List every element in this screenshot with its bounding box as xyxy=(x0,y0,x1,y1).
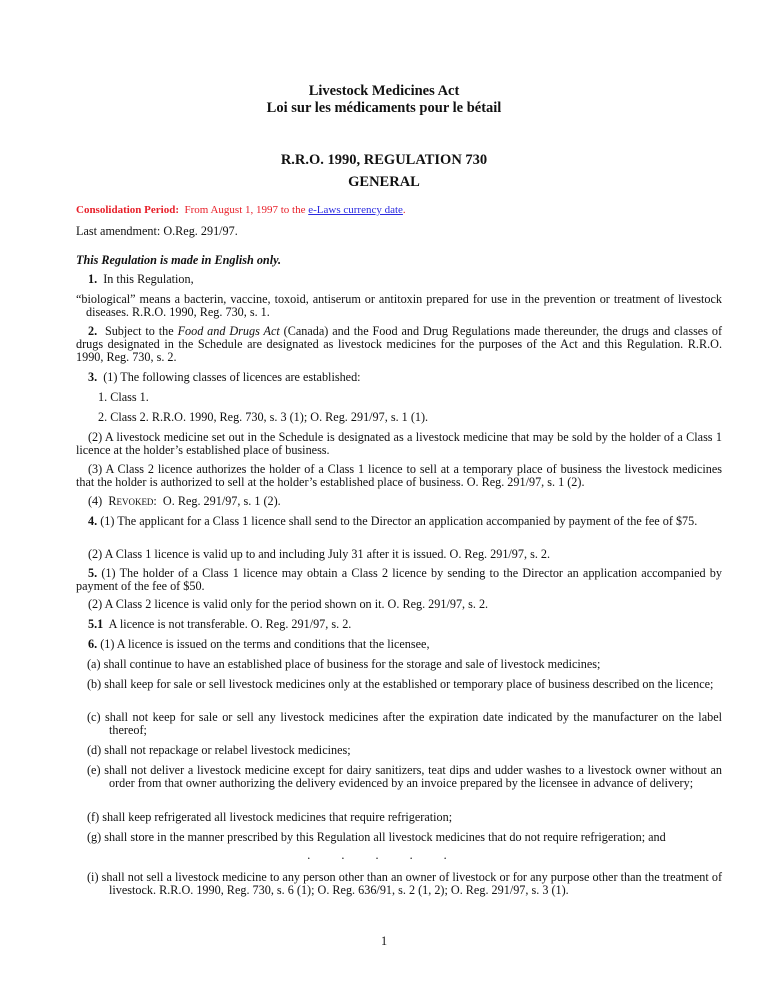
consolidation-end: . xyxy=(402,204,406,216)
clause-d: (d) shall not repackage or relabel livestock medicines; xyxy=(87,743,351,757)
clause-e: (e) shall not deliver a livestock medicine except for dairy sanitizers, teat dips and udder washes to a livestock owner without an order from that owner authorizing the delivery evidenced by an invoice prepared by the licensee in advance of delivery; xyxy=(87,763,722,790)
subsection-number: (4) xyxy=(88,494,103,508)
act-reference: Food and Drugs Act xyxy=(177,324,280,338)
section-number: 5.1 xyxy=(88,617,104,631)
consolidation-label: Consolidation Period: xyxy=(76,204,179,216)
definition-biological: “biological” means a bacterin, vaccine, toxoid, antiserum or antitoxin prepared for use in the prevention or treatment of livestock diseases. R.R.O. 1990, Reg. 730, s. 1. xyxy=(76,292,722,319)
section-number: 1. xyxy=(88,272,98,286)
section-text: O. Reg. 291/97, s. 1 (2). xyxy=(162,494,281,508)
section-text: In this Regulation, xyxy=(103,272,194,286)
class-item-1: 1. Class 1. xyxy=(98,390,149,404)
section-5-2: (2) A Class 2 licence is valid only for the period shown on it. O. Reg. 291/97, s. 2. xyxy=(88,597,489,611)
section-3-3: (3) A Class 2 licence authorizes the holder of a Class 1 licence to sell at a temporary place of business the livestock medicines that the holder is authorized to sell at the holder’s established place of business. O. Reg. 291/97, s. 1 (2). xyxy=(76,462,722,489)
section-3-4 xyxy=(76,495,722,508)
clause-i: (i) shall not sell a livestock medicine to any person other than an owner of livestock or for any purpose other than the treatment of livestock. R.R.O. 1990, Reg. 730, s. 6 (1); O. Reg. 636/91, s. 2 (1, 2); O. Reg. 291/97, s. 3 (1). xyxy=(87,870,722,897)
act-title-en: Livestock Medicines Act xyxy=(308,83,460,99)
clause-f: (f) shall keep refrigerated all livestock medicines that require refrigeration; xyxy=(87,810,453,824)
section-text: (1) The applicant for a Class 1 licence shall send to the Director an application accompanied by payment of the fee of $75. xyxy=(100,514,698,528)
language-note: This Regulation is made in English only. xyxy=(76,253,282,267)
section-4-2: (2) A Class 1 licence is valid up to and including July 31 after it is issued. O. Reg. 291/97, s. 2. xyxy=(88,547,551,561)
section-2 xyxy=(76,325,722,364)
consolidation-text: From August 1, 1997 to the xyxy=(184,204,306,216)
section-number: 5. xyxy=(88,566,98,580)
section-text: (Canada) and the Food and Drug Regulations made thereunder, the drugs and classes of drugs designated in the Schedule are designated as livestock medicines for the purposes of the Act and this Regulation. R.R.O. 1990, Reg. 730, s. 2. xyxy=(76,324,723,364)
regulation-subtitle: GENERAL xyxy=(348,174,420,190)
clause-b: (b) shall keep for sale or sell livestock medicines only at the established or temporary place of business described on the licence; xyxy=(87,677,714,691)
section-text: A licence is not transferable. O. Reg. 291/97, s. 2. xyxy=(108,617,352,631)
omitted-clauses-ellipsis: . . . . . xyxy=(307,848,461,862)
clause-c: (c) shall not keep for sale or sell any livestock medicines after the expiration date indicated by the manufacturer on the label thereof; xyxy=(87,710,722,737)
section-number: 2. xyxy=(88,324,98,338)
last-amendment: Last amendment: O.Reg. 291/97. xyxy=(76,224,238,238)
section-3-2: (2) A livestock medicine set out in the Schedule is designated as a livestock medicine that may be sold by the holder of a Class 1 licence at the holder’s established place of business. xyxy=(76,430,722,457)
section-number: 3. xyxy=(88,370,98,384)
section-6 xyxy=(76,638,722,651)
section-text: (1) A licence is issued on the terms and conditions that the licensee, xyxy=(100,637,430,651)
section-text: (1) The following classes of licences are established: xyxy=(103,370,361,384)
section-text: (1) The holder of a Class 1 licence may obtain a Class 2 licence by sending to the Director an application accompanied by payment of the fee of $50. xyxy=(76,566,722,593)
class-item-2: 2. Class 2. R.R.O. 1990, Reg. 730, s. 3 (1); O. Reg. 291/97, s. 1 (1). xyxy=(98,410,429,424)
section-number: 4. xyxy=(88,514,98,528)
section-3 xyxy=(76,371,722,384)
act-title-fr: Loi sur les médicaments pour le bétail xyxy=(266,100,502,116)
revoked-label: Revoked: xyxy=(108,494,157,508)
section-5-1 xyxy=(76,618,722,631)
section-1 xyxy=(76,273,722,286)
section-number: 6. xyxy=(88,637,98,651)
clause-g: (g) shall store in the manner prescribed by this Regulation all livestock medicines that do not require refrigeration; and xyxy=(87,830,666,844)
section-4 xyxy=(76,515,722,528)
section-5 xyxy=(76,567,722,593)
section-text: Subject to the xyxy=(104,324,174,338)
page-number: 1 xyxy=(380,934,388,948)
consolidation-period xyxy=(76,204,722,217)
clause-a: (a) shall continue to have an established place of business for the storage and sale of livestock medicines; xyxy=(87,657,601,671)
e-laws-currency-link[interactable]: e-Laws currency date xyxy=(308,204,403,216)
regulation-title: R.R.O. 1990, REGULATION 730 xyxy=(280,152,488,168)
